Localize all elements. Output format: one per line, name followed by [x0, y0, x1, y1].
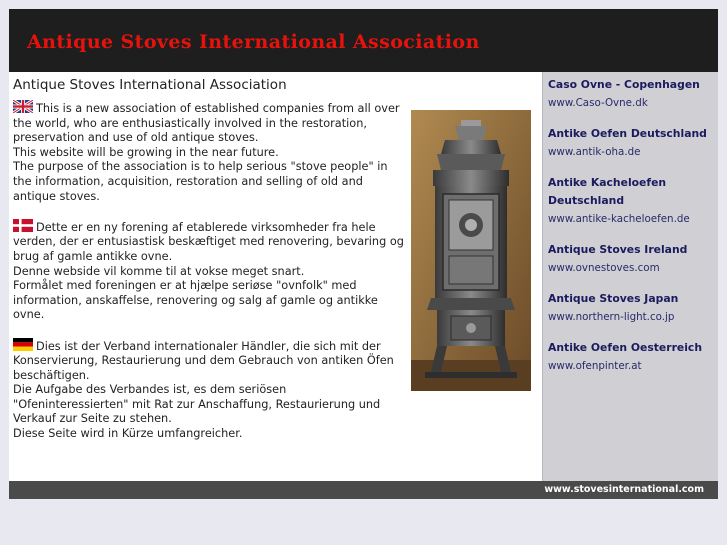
page-heading: Antique Stoves International Association: [13, 77, 287, 93]
partner-link-kacheloefen[interactable]: [548, 174, 716, 228]
partner-url[interactable]: www.Caso-Ovne.dk: [548, 97, 648, 109]
danish-flag-icon: [13, 219, 33, 232]
antique-stove-photo: [411, 110, 531, 391]
partner-title[interactable]: Antique Stoves Japan: [548, 292, 679, 305]
footer-site-url[interactable]: www.stovesinternational.com: [544, 484, 704, 495]
text-column: [13, 100, 405, 456]
partner-link-japan[interactable]: [548, 290, 716, 326]
partner-link-ireland[interactable]: [548, 241, 716, 277]
site-title: Antique Stoves International Association: [27, 31, 480, 53]
german-paragraph: [13, 338, 405, 442]
english-line-3: The purpose of the association is to help serious "stove people" in the information, acquisition, restoration and selling of old and antique stoves.: [13, 160, 388, 203]
partner-title[interactable]: Antike Oefen Oesterreich: [548, 341, 703, 354]
english-paragraph: [13, 100, 405, 204]
partner-url[interactable]: www.ofenpinter.at: [548, 360, 642, 372]
german-flag-icon: [13, 338, 33, 351]
main-content: [9, 72, 542, 481]
partner-title[interactable]: Antique Stoves Ireland: [548, 243, 688, 256]
partner-url[interactable]: www.antike-kacheloefen.de: [548, 213, 690, 225]
header-banner: [9, 9, 718, 72]
german-line-1: Dies ist der Verband internationaler Händler, die sich mit der Konservierung, Restaurierung und dem Gebrauch von antiken Öfen beschäftigen.: [13, 339, 394, 382]
partner-title[interactable]: Antike Kacheloefen Deutschland: [548, 176, 667, 207]
german-line-2: Die Aufgabe des Verbandes ist, es dem seriösen "Ofeninteressierten" mit Rat zur Anschaffung, Restaurierung und Verkauf zur Seite zu stehen.: [13, 383, 381, 426]
partner-link-caso[interactable]: [548, 76, 716, 112]
uk-flag-icon: [13, 100, 33, 113]
partner-url[interactable]: www.northern-light.co.jp: [548, 311, 675, 323]
german-line-3: Diese Seite wird in Kürze umfangreicher.: [13, 427, 243, 441]
partner-links-sidebar: [542, 72, 718, 481]
partner-link-austria[interactable]: [548, 339, 716, 375]
page: [9, 9, 718, 499]
english-line-1: This is a new association of established companies from all over the world, who are enthusiastically involved in the restoration, preservation and use of old antique stoves.: [13, 102, 400, 145]
partner-url[interactable]: www.antik-oha.de: [548, 146, 641, 158]
partner-url[interactable]: www.ovnestoves.com: [548, 262, 660, 274]
partner-title[interactable]: Caso Ovne - Copenhagen: [548, 78, 700, 91]
english-line-2: This website will be growing in the near future.: [13, 145, 279, 159]
danish-paragraph: [13, 219, 405, 323]
partner-title[interactable]: Antike Oefen Deutschland: [548, 127, 707, 140]
danish-line-2: Denne webside vil komme til at vokse meget snart.: [13, 264, 305, 278]
footer-bar: [9, 481, 718, 499]
danish-line-3: Formålet med foreningen er at hjælpe seriøse "ovnfolk" med information, anskaffelse, renovering og salg af gamle og antikke ovne.: [13, 279, 378, 322]
partner-link-antik-oha[interactable]: [548, 125, 716, 161]
danish-line-1: Dette er en ny forening af etablerede virksomheder fra hele verden, der er entusiastisk beskæftiget med renovering, bevaring og brug af gamle antikke ovne.: [13, 220, 404, 263]
